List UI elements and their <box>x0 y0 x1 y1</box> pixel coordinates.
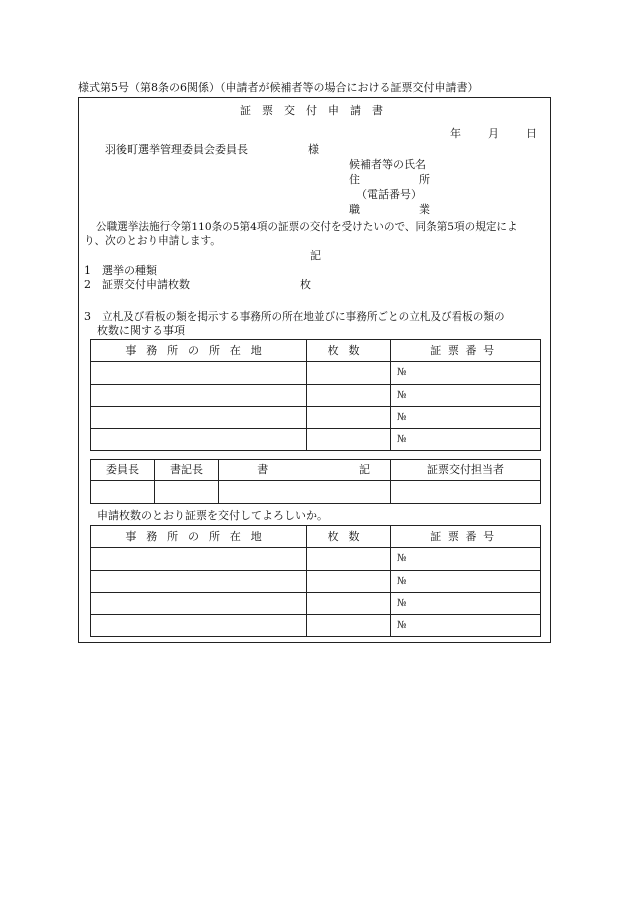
chairperson-seal-cell[interactable] <box>91 481 155 504</box>
item-1-number: 1 <box>84 264 91 277</box>
table-row <box>91 429 541 451</box>
table-row <box>91 362 541 385</box>
certificate-number-cell[interactable]: № <box>391 362 541 385</box>
item-2-number: 2 <box>84 278 91 291</box>
ki-heading: 記 <box>310 249 321 262</box>
body-line-1: 公職選挙法施行令第110条の5第4項の証票の交付を受けたいので、同条第5項の規定によ <box>96 221 518 233</box>
office-location-cell[interactable] <box>91 362 307 385</box>
count-cell[interactable] <box>307 385 391 407</box>
office-table-2 <box>90 525 541 637</box>
header-clerk-1: 書 <box>219 460 307 481</box>
header-office-location: 事務所の所在地 <box>91 340 307 362</box>
office-location-cell[interactable] <box>91 429 307 451</box>
certificate-number-cell[interactable]: № <box>391 407 541 429</box>
table-row <box>91 407 541 429</box>
header-certificate-number: 証票番号 <box>391 340 541 362</box>
table-row <box>91 615 541 637</box>
header-certificate-officer: 証票交付担当者 <box>391 460 541 481</box>
count-cell[interactable] <box>307 593 391 615</box>
applicant-occupation-label-2: 業 <box>419 203 430 216</box>
certificate-number-cell[interactable]: № <box>391 571 541 593</box>
table-row <box>91 593 541 615</box>
applicant-name-label: 候補者等の氏名 <box>349 158 426 171</box>
office-location-cell[interactable] <box>91 548 307 571</box>
clerk-seal-cell[interactable] <box>219 481 391 504</box>
count-cell[interactable] <box>307 407 391 429</box>
item-1-label: 選挙の種類 <box>102 264 157 277</box>
count-cell[interactable] <box>307 362 391 385</box>
table-row <box>91 385 541 407</box>
certificate-number-cell[interactable]: № <box>391 615 541 637</box>
item-3-line-2: 枚数に関する事項 <box>97 324 185 337</box>
header-chief-clerk: 書記長 <box>155 460 219 481</box>
item-2-unit: 枚 <box>300 278 311 291</box>
certificate-number-cell[interactable]: № <box>391 429 541 451</box>
date-month: 月 <box>488 127 499 140</box>
header-office-location: 事務所の所在地 <box>91 526 307 548</box>
applicant-phone-label: （電話番号） <box>356 188 422 201</box>
office-location-cell[interactable] <box>91 385 307 407</box>
certificate-officer-seal-cell[interactable] <box>391 481 541 504</box>
count-cell[interactable] <box>307 571 391 593</box>
approval-note: 申請枚数のとおり証票を交付してよろしいか。 <box>97 509 328 522</box>
table-row <box>91 548 541 571</box>
count-cell[interactable] <box>307 615 391 637</box>
date-day: 日 <box>526 127 537 140</box>
applicant-address-label-2: 所 <box>419 173 430 186</box>
chief-clerk-seal-cell[interactable] <box>155 481 219 504</box>
office-table-1 <box>90 339 541 451</box>
header-chairperson: 委員長 <box>91 460 155 481</box>
certificate-number-cell[interactable]: № <box>391 548 541 571</box>
date-year: 年 <box>450 127 461 140</box>
item-3-number: 3 <box>84 310 91 323</box>
approval-header-row <box>91 460 541 481</box>
table-row <box>91 571 541 593</box>
count-cell[interactable] <box>307 548 391 571</box>
office-location-cell[interactable] <box>91 593 307 615</box>
applicant-occupation-label-1: 職 <box>349 203 360 216</box>
form-number: 様式第5号（第8条の6関係）（申請者が候補者等の場合における証票交付申請書） <box>78 81 479 94</box>
addressee-name: 羽後町選挙管理委員会委員長 <box>105 143 248 156</box>
applicant-address-label-1: 住 <box>349 173 360 186</box>
table-header-row <box>91 340 541 362</box>
count-cell[interactable] <box>307 429 391 451</box>
item-2-label: 証票交付申請枚数 <box>102 278 190 291</box>
table-header-row <box>91 526 541 548</box>
header-count: 枚数 <box>307 526 391 548</box>
addressee-honorific: 様 <box>308 143 319 156</box>
header-clerk-2: 記 <box>307 460 391 481</box>
office-location-cell[interactable] <box>91 407 307 429</box>
certificate-number-cell[interactable]: № <box>391 593 541 615</box>
certificate-number-cell[interactable]: № <box>391 385 541 407</box>
office-location-cell[interactable] <box>91 615 307 637</box>
document-title: 証 票 交 付 申 請 書 <box>240 104 383 117</box>
header-count: 枚数 <box>307 340 391 362</box>
header-certificate-number: 証票番号 <box>391 526 541 548</box>
office-location-cell[interactable] <box>91 571 307 593</box>
approval-seal-row <box>91 481 541 504</box>
approval-table <box>90 459 541 504</box>
body-line-2: り、次のとおり申請します。 <box>84 235 221 247</box>
item-3-line-1: 立札及び看板の類を掲示する事務所の所在地並びに事務所ごとの立札及び看板の類の <box>102 311 505 323</box>
